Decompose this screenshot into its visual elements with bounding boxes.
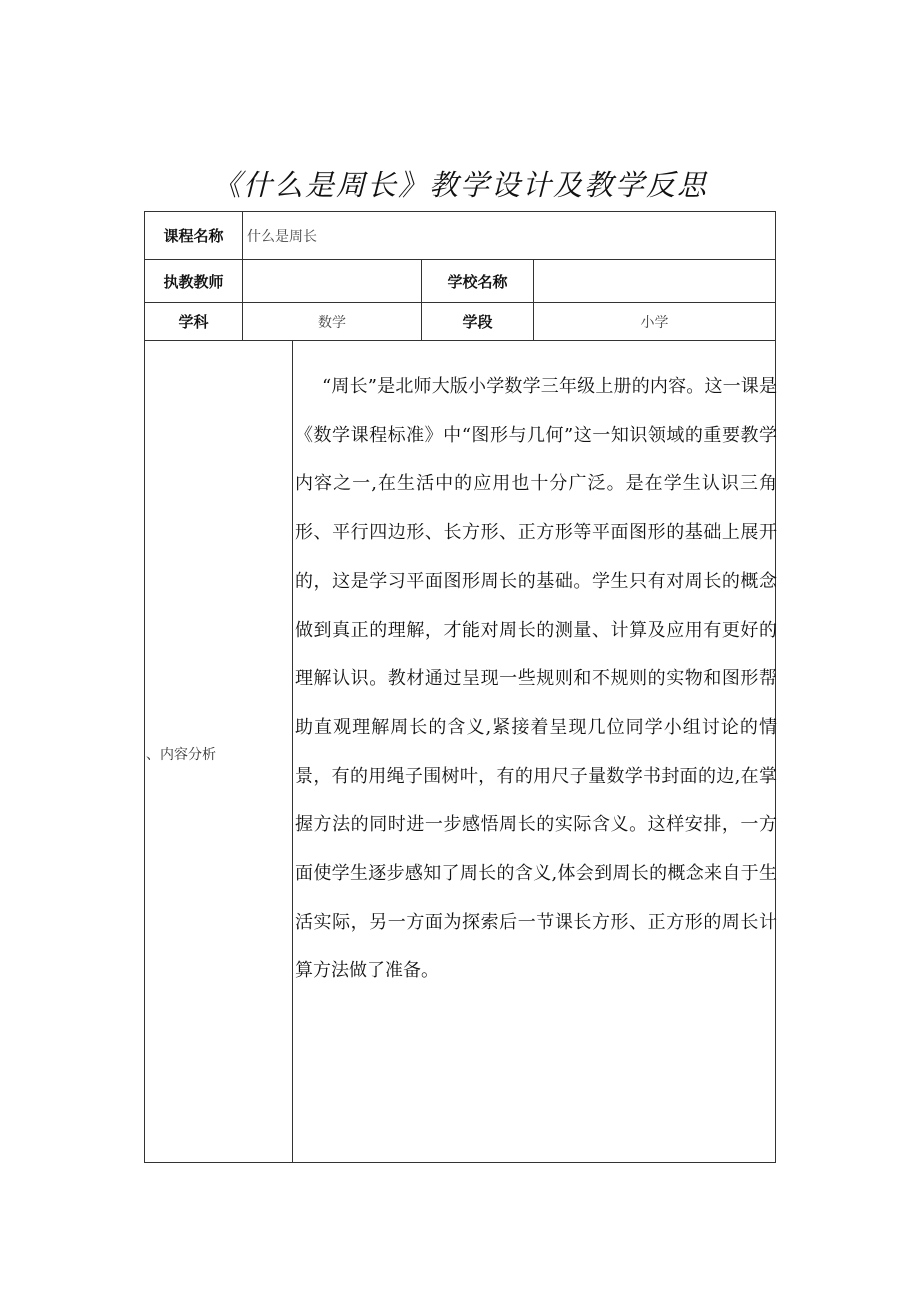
stage-label: 学段 — [462, 313, 493, 331]
content-analysis-text: “周长”是北师大版小学数学三年级上册的内容。这一课是《数学课程标准》中“图形与几何”这一知识领域的重要教学内容之一,在生活中的应用也十分广泛。是在学生认识三角形、平行四边形、长方形、正方形等平面图形的基础上展开的，这是学习平面图形周长的基础。学生只有对周长的概念做到真正的理解，才能对周长的测量、计算及应用有更好的理解认识。教材通过呈现一些规则和不规则的实物和图形帮助直观理解周长的含义,紧接着呈现几位同学小组讨论的情景，有的用绳子围树叶，有的用尺子量数学书封面的边,在掌握方法的同时进一步感悟周长的实际含义。这样安排，一方面使学生逐步感知了周长的含义,体会到周长的概念来自于生活实际，另一方面为探索后一节课长方形、正方形的周长计算方法做了准备。 — [295, 376, 777, 982]
table-border-left — [144, 211, 145, 1163]
course-name-value: 什么是周长 — [247, 228, 317, 245]
teacher-label: 执教教师 — [163, 272, 224, 291]
table-border-bottom — [144, 1162, 776, 1163]
document-title: 《什么是周长》教学设计及教学反思 — [211, 168, 708, 202]
course-name-label: 课程名称 — [163, 227, 224, 245]
table-col-divider — [292, 340, 293, 1163]
content-analysis-label: 、内容分析 — [146, 747, 216, 763]
subject-label: 学科 — [178, 313, 209, 331]
school-value — [534, 260, 775, 302]
table-row-divider — [144, 340, 776, 341]
school-label: 学校名称 — [447, 272, 508, 291]
subject-value: 数学 — [318, 314, 346, 331]
teacher-value — [243, 260, 421, 302]
stage-value: 小学 — [640, 314, 669, 331]
